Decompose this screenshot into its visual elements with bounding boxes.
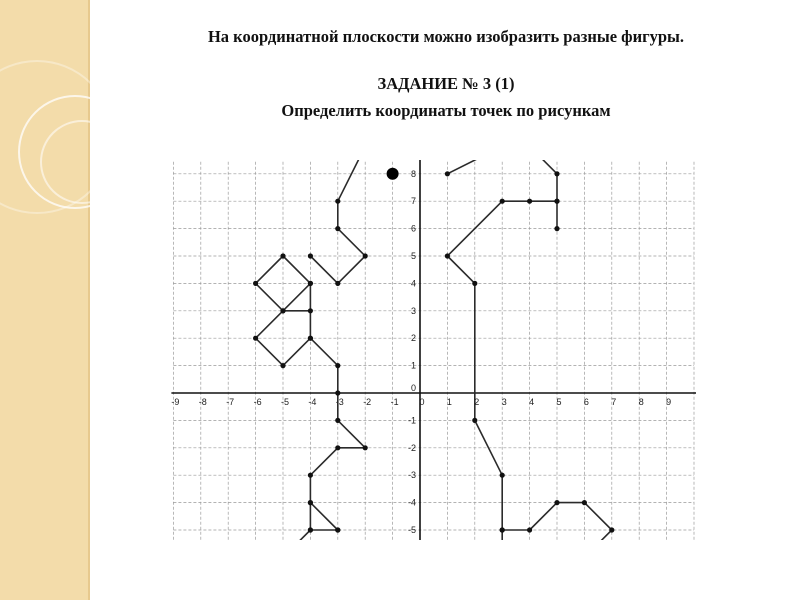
figure-point — [335, 199, 340, 204]
x-tick-label: -2 — [363, 397, 372, 407]
x-tick-label: -3 — [335, 397, 344, 407]
eye-dot — [387, 168, 399, 180]
x-tick-label: 1 — [446, 397, 452, 407]
x-tick-label: 8 — [638, 397, 644, 407]
figure-point — [308, 336, 313, 341]
figure-point — [335, 226, 340, 231]
x-tick-label: 3 — [501, 397, 507, 407]
figure-point — [253, 281, 258, 286]
y-tick-label: -4 — [407, 497, 416, 508]
decorative-swirl — [40, 120, 124, 204]
decorative-side-band — [0, 0, 90, 600]
task-instruction: Определить координаты точек по рисункам — [281, 101, 611, 120]
figure-point — [335, 445, 340, 450]
page-title: На координатной плоскости можно изобразить разные фигуры. — [207, 27, 685, 46]
x-tick-label: 0 — [419, 397, 425, 407]
figure-point — [308, 253, 313, 258]
figure-point — [335, 281, 340, 286]
figure-point — [554, 226, 559, 231]
y-tick-label: 3 — [410, 305, 416, 316]
y-tick-label: 4 — [410, 278, 416, 289]
y-tick-label: 0 — [410, 383, 416, 393]
x-tick-label: -9 — [171, 397, 180, 407]
x-tick-label: -7 — [226, 397, 235, 407]
x-tick-label: 6 — [583, 397, 589, 407]
figure-point — [527, 199, 532, 204]
coordinate-plane — [160, 160, 720, 540]
y-tick-label: -1 — [407, 415, 416, 426]
figure-point — [308, 527, 313, 532]
x-tick-label: 5 — [556, 397, 562, 407]
figure-point — [609, 527, 614, 532]
figure-point — [582, 500, 587, 505]
x-tick-label: 9 — [666, 397, 672, 407]
figure-point — [554, 500, 559, 505]
figure-point — [308, 308, 313, 313]
x-tick-label: 4 — [529, 397, 535, 407]
x-tick-label: -5 — [280, 397, 290, 407]
y-tick-label: -2 — [407, 442, 416, 453]
figure-point — [500, 527, 505, 532]
task-heading: ЗАДАНИЕ № 3 (1) — [377, 74, 515, 93]
y-tick-label: -3 — [407, 470, 416, 481]
y-tick-label: 5 — [410, 251, 416, 261]
figure-point — [335, 390, 340, 395]
figure-point — [308, 473, 313, 478]
figure-point — [527, 527, 532, 532]
x-tick-label: -1 — [390, 397, 399, 407]
x-tick-label: -6 — [253, 397, 262, 407]
figure-point — [308, 281, 313, 286]
x-tick-label: 2 — [474, 397, 480, 407]
figure-point — [445, 171, 450, 176]
figure-point — [335, 527, 340, 532]
figure-point — [308, 500, 313, 505]
figure-point — [554, 199, 559, 204]
figure-point — [363, 253, 368, 258]
figure-point — [363, 445, 368, 450]
y-tick-label: 2 — [410, 333, 416, 344]
y-tick-label: 8 — [410, 168, 416, 179]
figure-point — [335, 363, 340, 368]
x-tick-label: 7 — [611, 397, 617, 407]
figure-point — [253, 336, 258, 341]
figure-point — [554, 171, 559, 176]
figure-point — [280, 363, 285, 368]
y-tick-label: -5 — [407, 525, 416, 535]
x-tick-label: -8 — [198, 397, 207, 407]
figure-point — [472, 418, 477, 423]
figure-point — [500, 199, 505, 204]
y-tick-label: 7 — [410, 196, 416, 207]
figure-point — [472, 281, 477, 286]
figure-point — [335, 418, 340, 423]
figure-segment — [310, 503, 337, 530]
y-tick-label: 1 — [410, 360, 416, 371]
figure-point — [280, 308, 285, 313]
figure-point — [445, 253, 450, 258]
figure-point — [280, 253, 285, 258]
y-tick-label: 6 — [410, 223, 416, 234]
figure-point — [500, 473, 505, 478]
x-tick-label: -4 — [308, 397, 317, 407]
